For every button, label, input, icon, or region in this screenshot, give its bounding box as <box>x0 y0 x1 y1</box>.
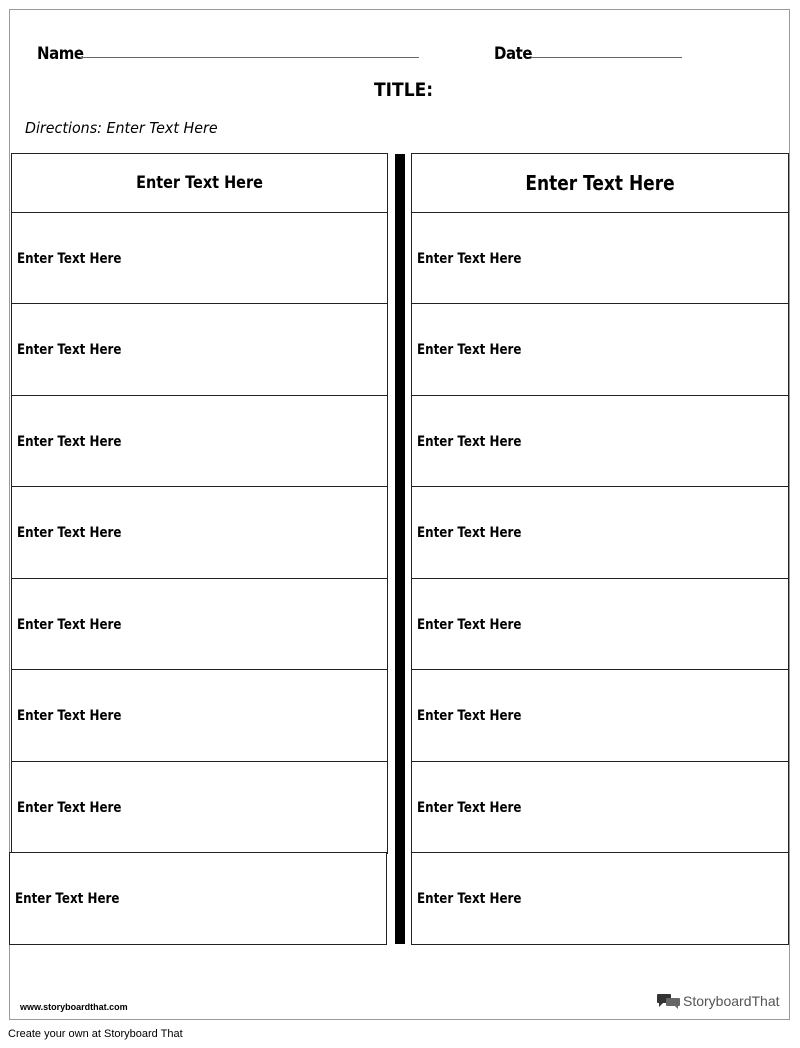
brand-name: StoryboardThat <box>683 993 780 1009</box>
right-row-cell[interactable] <box>411 212 789 305</box>
left-row-cell[interactable] <box>11 395 388 488</box>
left-row-text: Enter Text Here <box>17 250 122 267</box>
left-row-cell[interactable] <box>11 303 388 396</box>
right-row-cell[interactable] <box>411 761 789 854</box>
left-row-cell[interactable] <box>11 486 388 579</box>
left-row-text: Enter Text Here <box>17 341 122 358</box>
page-title[interactable]: TITLE: <box>374 79 434 101</box>
left-row-cell[interactable] <box>11 578 388 671</box>
left-row-text: Enter Text Here <box>17 707 122 724</box>
left-row-text: Enter Text Here <box>17 433 122 450</box>
right-row-text: Enter Text Here <box>417 433 522 450</box>
right-row-cell[interactable] <box>411 669 789 762</box>
right-header-text: Enter Text Here <box>525 171 675 195</box>
right-row-cell[interactable] <box>411 578 789 671</box>
date-line[interactable] <box>531 57 682 58</box>
left-header-cell[interactable] <box>11 153 388 213</box>
right-row-text: Enter Text Here <box>417 890 522 907</box>
name-line[interactable] <box>80 57 419 58</box>
right-header-cell[interactable] <box>411 153 789 213</box>
right-row-cell[interactable] <box>411 395 789 488</box>
right-row-text: Enter Text Here <box>417 707 522 724</box>
date-label: Date <box>494 44 533 64</box>
left-row-text: Enter Text Here <box>17 799 122 816</box>
left-row-cell[interactable] <box>11 761 388 854</box>
left-row-cell[interactable] <box>9 852 387 945</box>
directions-text[interactable]: Directions: Enter Text Here <box>25 119 218 137</box>
right-row-cell[interactable] <box>411 486 789 579</box>
left-header-text: Enter Text Here <box>136 173 263 193</box>
left-row-cell[interactable] <box>11 212 388 305</box>
left-row-text: Enter Text Here <box>17 524 122 541</box>
brand-logo[interactable] <box>657 992 780 1010</box>
footer-url[interactable]: www.storyboardthat.com <box>20 1002 128 1012</box>
column-divider <box>395 154 405 944</box>
right-row-text: Enter Text Here <box>417 799 522 816</box>
left-row-cell[interactable] <box>11 669 388 762</box>
right-row-cell[interactable] <box>411 303 789 396</box>
left-row-text: Enter Text Here <box>17 616 122 633</box>
credit-text[interactable]: Create your own at Storyboard That <box>8 1028 183 1040</box>
right-row-text: Enter Text Here <box>417 616 522 633</box>
right-row-text: Enter Text Here <box>417 341 522 358</box>
right-row-cell[interactable] <box>411 852 789 945</box>
right-row-text: Enter Text Here <box>417 524 522 541</box>
name-label: Name <box>37 44 84 64</box>
right-row-text: Enter Text Here <box>417 250 522 267</box>
speech-bubbles-icon <box>657 992 681 1010</box>
left-row-text: Enter Text Here <box>15 890 120 907</box>
